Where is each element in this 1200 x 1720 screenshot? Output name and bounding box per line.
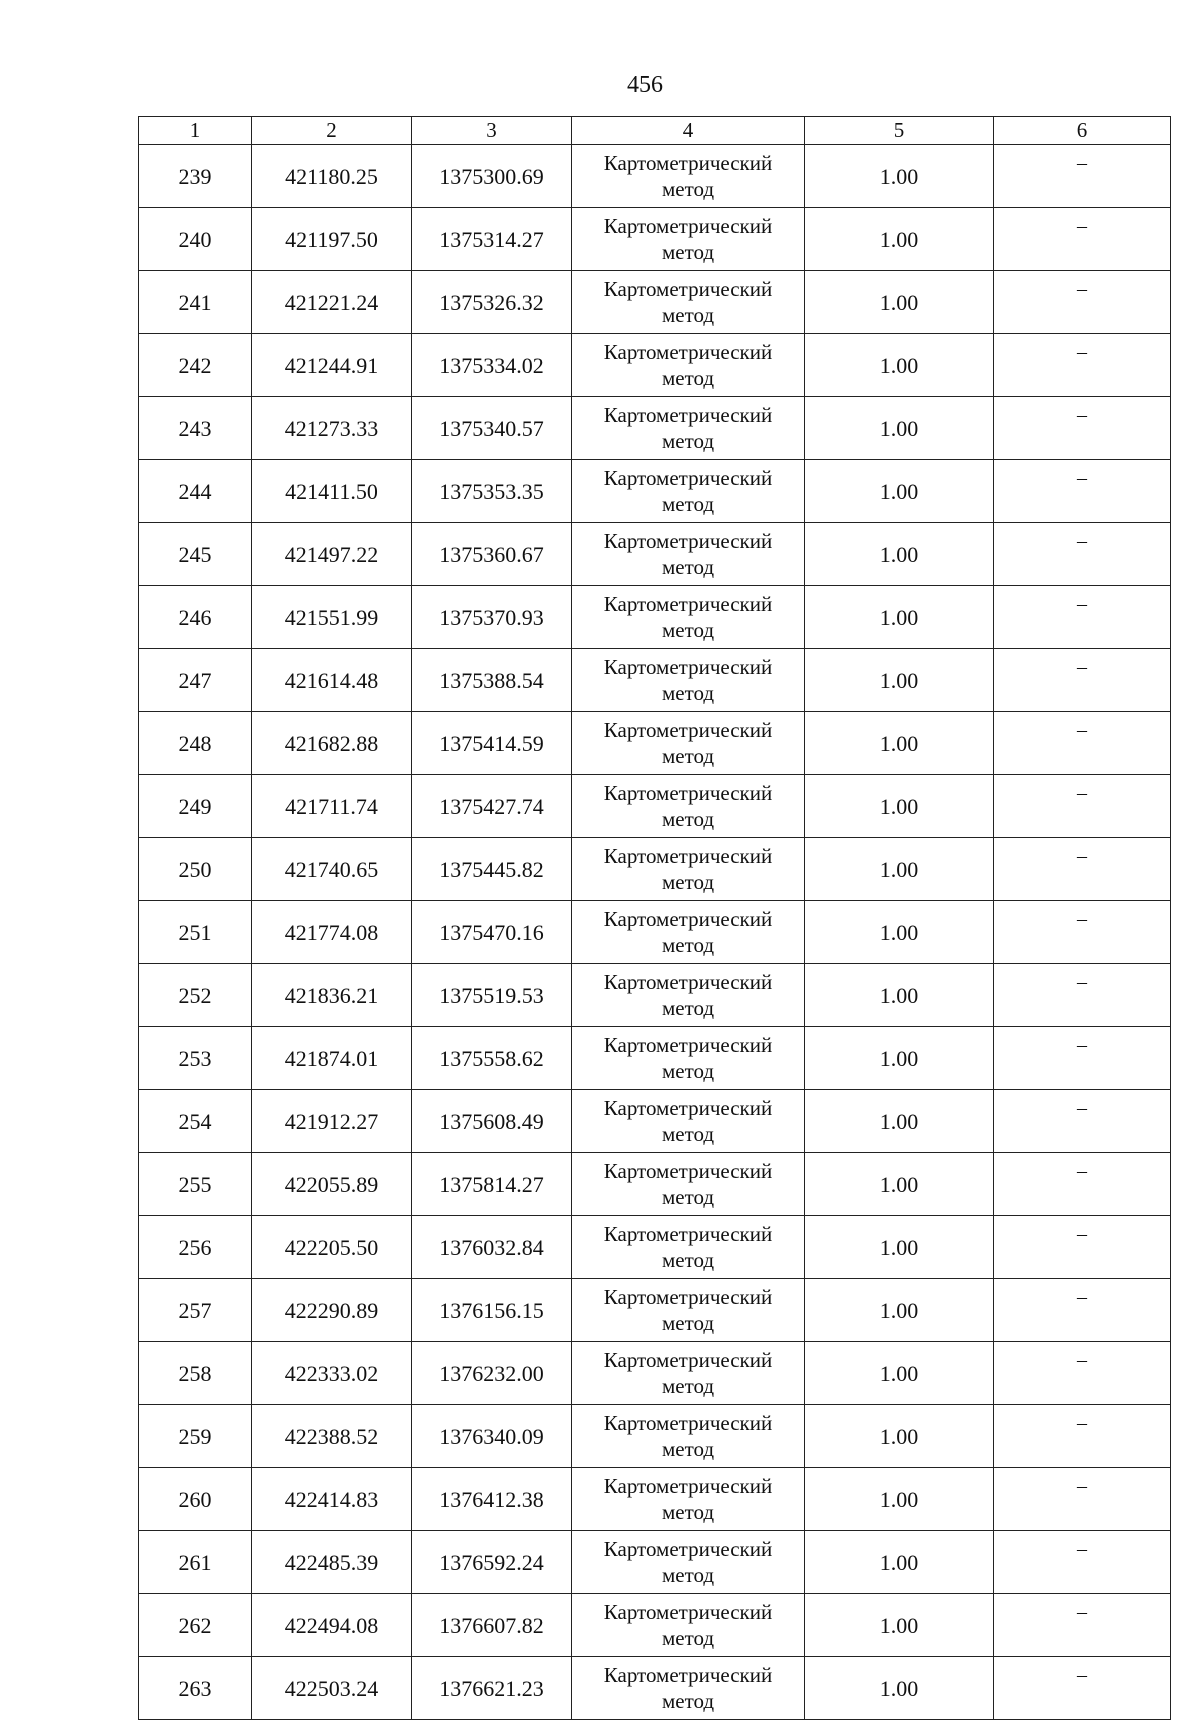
method-line-2: метод bbox=[661, 744, 715, 768]
accuracy-cell: 1.00 bbox=[805, 460, 994, 523]
column-header: 3 bbox=[412, 117, 572, 145]
accuracy-cell: 1.00 bbox=[805, 397, 994, 460]
method-line-2: метод bbox=[661, 1500, 715, 1524]
x-coordinate-cell: 422414.83 bbox=[252, 1468, 412, 1531]
table-row bbox=[139, 1342, 1171, 1405]
accuracy-cell: 1.00 bbox=[805, 775, 994, 838]
method-line-2: метод bbox=[661, 1437, 715, 1461]
method-cell bbox=[572, 145, 805, 208]
table-row bbox=[139, 1594, 1171, 1657]
method-line-2: метод bbox=[661, 1563, 715, 1587]
table-row bbox=[139, 1279, 1171, 1342]
table-row bbox=[139, 838, 1171, 901]
method-cell bbox=[572, 1342, 805, 1405]
coordinates-table bbox=[138, 116, 1171, 1720]
point-number-cell: 242 bbox=[139, 334, 252, 397]
x-coordinate-cell: 421221.24 bbox=[252, 271, 412, 334]
point-number-cell: 261 bbox=[139, 1531, 252, 1594]
method-line-1: Картометрический bbox=[603, 1096, 773, 1120]
point-number-cell: 252 bbox=[139, 964, 252, 1027]
accuracy-cell: 1.00 bbox=[805, 1468, 994, 1531]
method-cell bbox=[572, 901, 805, 964]
method-line-2: метод bbox=[661, 429, 715, 453]
method-line-1: Картометрический bbox=[603, 781, 773, 805]
accuracy-cell: 1.00 bbox=[805, 901, 994, 964]
table-row bbox=[139, 901, 1171, 964]
y-coordinate-cell: 1375326.32 bbox=[412, 271, 572, 334]
method-cell bbox=[572, 397, 805, 460]
method-line-1: Картометрический bbox=[603, 1222, 773, 1246]
table-row bbox=[139, 523, 1171, 586]
table-row bbox=[139, 649, 1171, 712]
note-cell: – bbox=[994, 145, 1171, 208]
x-coordinate-cell: 421614.48 bbox=[252, 649, 412, 712]
method-line-1: Картометрический bbox=[603, 277, 773, 301]
point-number-cell: 243 bbox=[139, 397, 252, 460]
accuracy-cell: 1.00 bbox=[805, 334, 994, 397]
method-line-2: метод bbox=[661, 1626, 715, 1650]
point-number-cell: 259 bbox=[139, 1405, 252, 1468]
method-cell bbox=[572, 649, 805, 712]
note-cell: – bbox=[994, 775, 1171, 838]
method-line-2: метод bbox=[661, 303, 715, 327]
method-cell bbox=[572, 1531, 805, 1594]
method-line-2: метод bbox=[661, 1689, 715, 1713]
point-number-cell: 254 bbox=[139, 1090, 252, 1153]
note-cell: – bbox=[994, 838, 1171, 901]
note-cell: – bbox=[994, 1405, 1171, 1468]
accuracy-cell: 1.00 bbox=[805, 964, 994, 1027]
x-coordinate-cell: 422485.39 bbox=[252, 1531, 412, 1594]
method-line-1: Картометрический bbox=[603, 907, 773, 931]
table-row bbox=[139, 712, 1171, 775]
method-line-2: метод bbox=[661, 618, 715, 642]
point-number-cell: 250 bbox=[139, 838, 252, 901]
y-coordinate-cell: 1376607.82 bbox=[412, 1594, 572, 1657]
method-cell bbox=[572, 838, 805, 901]
method-line-2: метод bbox=[661, 366, 715, 390]
y-coordinate-cell: 1375814.27 bbox=[412, 1153, 572, 1216]
accuracy-cell: 1.00 bbox=[805, 712, 994, 775]
method-cell bbox=[572, 1279, 805, 1342]
method-cell bbox=[572, 523, 805, 586]
table-row bbox=[139, 271, 1171, 334]
note-cell: – bbox=[994, 271, 1171, 334]
x-coordinate-cell: 421197.50 bbox=[252, 208, 412, 271]
table-row bbox=[139, 1405, 1171, 1468]
method-line-1: Картометрический bbox=[603, 1411, 773, 1435]
method-line-2: метод bbox=[661, 555, 715, 579]
method-cell bbox=[572, 712, 805, 775]
x-coordinate-cell: 421874.01 bbox=[252, 1027, 412, 1090]
method-cell bbox=[572, 1468, 805, 1531]
y-coordinate-cell: 1376032.84 bbox=[412, 1216, 572, 1279]
x-coordinate-cell: 421774.08 bbox=[252, 901, 412, 964]
method-line-1: Картометрический bbox=[603, 844, 773, 868]
method-line-1: Картометрический bbox=[603, 1600, 773, 1624]
y-coordinate-cell: 1375388.54 bbox=[412, 649, 572, 712]
accuracy-cell: 1.00 bbox=[805, 586, 994, 649]
table-row bbox=[139, 145, 1171, 208]
method-line-2: метод bbox=[661, 807, 715, 831]
method-line-1: Картометрический bbox=[603, 592, 773, 616]
note-cell: – bbox=[994, 334, 1171, 397]
point-number-cell: 262 bbox=[139, 1594, 252, 1657]
method-cell bbox=[572, 460, 805, 523]
note-cell: – bbox=[994, 1216, 1171, 1279]
table-row bbox=[139, 586, 1171, 649]
note-cell: – bbox=[994, 208, 1171, 271]
note-cell: – bbox=[994, 460, 1171, 523]
accuracy-cell: 1.00 bbox=[805, 838, 994, 901]
y-coordinate-cell: 1376592.24 bbox=[412, 1531, 572, 1594]
x-coordinate-cell: 421411.50 bbox=[252, 460, 412, 523]
note-cell: – bbox=[994, 901, 1171, 964]
note-cell: – bbox=[994, 1342, 1171, 1405]
method-line-2: метод bbox=[661, 1248, 715, 1272]
y-coordinate-cell: 1375300.69 bbox=[412, 145, 572, 208]
y-coordinate-cell: 1375414.59 bbox=[412, 712, 572, 775]
note-cell: – bbox=[994, 397, 1171, 460]
accuracy-cell: 1.00 bbox=[805, 1657, 994, 1720]
method-cell bbox=[572, 271, 805, 334]
accuracy-cell: 1.00 bbox=[805, 1342, 994, 1405]
y-coordinate-cell: 1376412.38 bbox=[412, 1468, 572, 1531]
y-coordinate-cell: 1375360.67 bbox=[412, 523, 572, 586]
note-cell: – bbox=[994, 1468, 1171, 1531]
method-line-1: Картометрический bbox=[603, 151, 773, 175]
y-coordinate-cell: 1375470.16 bbox=[412, 901, 572, 964]
x-coordinate-cell: 421912.27 bbox=[252, 1090, 412, 1153]
y-coordinate-cell: 1375427.74 bbox=[412, 775, 572, 838]
method-cell bbox=[572, 1594, 805, 1657]
accuracy-cell: 1.00 bbox=[805, 1279, 994, 1342]
point-number-cell: 260 bbox=[139, 1468, 252, 1531]
method-cell bbox=[572, 1405, 805, 1468]
x-coordinate-cell: 422388.52 bbox=[252, 1405, 412, 1468]
accuracy-cell: 1.00 bbox=[805, 1153, 994, 1216]
x-coordinate-cell: 421551.99 bbox=[252, 586, 412, 649]
method-line-1: Картометрический bbox=[603, 1033, 773, 1057]
note-cell: – bbox=[994, 1657, 1171, 1720]
method-cell bbox=[572, 334, 805, 397]
note-cell: – bbox=[994, 586, 1171, 649]
accuracy-cell: 1.00 bbox=[805, 208, 994, 271]
method-line-2: метод bbox=[661, 177, 715, 201]
column-header: 5 bbox=[805, 117, 994, 145]
method-cell bbox=[572, 1216, 805, 1279]
accuracy-cell: 1.00 bbox=[805, 1405, 994, 1468]
method-cell bbox=[572, 1153, 805, 1216]
point-number-cell: 245 bbox=[139, 523, 252, 586]
method-line-1: Картометрический bbox=[603, 655, 773, 679]
x-coordinate-cell: 422055.89 bbox=[252, 1153, 412, 1216]
y-coordinate-cell: 1375314.27 bbox=[412, 208, 572, 271]
point-number-cell: 248 bbox=[139, 712, 252, 775]
method-line-1: Картометрический bbox=[603, 529, 773, 553]
x-coordinate-cell: 422205.50 bbox=[252, 1216, 412, 1279]
method-line-1: Картометрический bbox=[603, 1159, 773, 1183]
point-number-cell: 256 bbox=[139, 1216, 252, 1279]
point-number-cell: 255 bbox=[139, 1153, 252, 1216]
method-line-1: Картометрический bbox=[603, 1537, 773, 1561]
method-line-1: Картометрический bbox=[603, 1474, 773, 1498]
table-row bbox=[139, 1090, 1171, 1153]
method-line-1: Картометрический bbox=[603, 970, 773, 994]
y-coordinate-cell: 1375353.35 bbox=[412, 460, 572, 523]
y-coordinate-cell: 1376232.00 bbox=[412, 1342, 572, 1405]
accuracy-cell: 1.00 bbox=[805, 523, 994, 586]
note-cell: – bbox=[994, 1153, 1171, 1216]
accuracy-cell: 1.00 bbox=[805, 1531, 994, 1594]
column-header: 4 bbox=[572, 117, 805, 145]
table-row bbox=[139, 1657, 1171, 1720]
x-coordinate-cell: 421740.65 bbox=[252, 838, 412, 901]
method-line-1: Картометрический bbox=[603, 1663, 773, 1687]
method-line-1: Картометрический bbox=[603, 1285, 773, 1309]
y-coordinate-cell: 1376156.15 bbox=[412, 1279, 572, 1342]
note-cell: – bbox=[994, 1531, 1171, 1594]
method-line-2: метод bbox=[661, 1185, 715, 1209]
page-number: 456 bbox=[627, 72, 663, 98]
x-coordinate-cell: 421180.25 bbox=[252, 145, 412, 208]
method-line-2: метод bbox=[661, 492, 715, 516]
column-header: 2 bbox=[252, 117, 412, 145]
method-line-1: Картометрический bbox=[603, 718, 773, 742]
method-line-2: метод bbox=[661, 933, 715, 957]
y-coordinate-cell: 1375370.93 bbox=[412, 586, 572, 649]
column-header: 1 bbox=[139, 117, 252, 145]
point-number-cell: 239 bbox=[139, 145, 252, 208]
y-coordinate-cell: 1375558.62 bbox=[412, 1027, 572, 1090]
y-coordinate-cell: 1375519.53 bbox=[412, 964, 572, 1027]
accuracy-cell: 1.00 bbox=[805, 271, 994, 334]
y-coordinate-cell: 1376340.09 bbox=[412, 1405, 572, 1468]
table-row bbox=[139, 1027, 1171, 1090]
table-row bbox=[139, 775, 1171, 838]
table-row bbox=[139, 1216, 1171, 1279]
note-cell: – bbox=[994, 1279, 1171, 1342]
method-line-1: Картометрический bbox=[603, 214, 773, 238]
point-number-cell: 247 bbox=[139, 649, 252, 712]
accuracy-cell: 1.00 bbox=[805, 1027, 994, 1090]
method-line-2: метод bbox=[661, 1122, 715, 1146]
method-line-2: метод bbox=[661, 996, 715, 1020]
point-number-cell: 251 bbox=[139, 901, 252, 964]
accuracy-cell: 1.00 bbox=[805, 1090, 994, 1153]
x-coordinate-cell: 421682.88 bbox=[252, 712, 412, 775]
method-cell bbox=[572, 775, 805, 838]
accuracy-cell: 1.00 bbox=[805, 145, 994, 208]
method-line-2: метод bbox=[661, 681, 715, 705]
accuracy-cell: 1.00 bbox=[805, 1594, 994, 1657]
point-number-cell: 249 bbox=[139, 775, 252, 838]
point-number-cell: 253 bbox=[139, 1027, 252, 1090]
method-line-2: метод bbox=[661, 1059, 715, 1083]
x-coordinate-cell: 421836.21 bbox=[252, 964, 412, 1027]
x-coordinate-cell: 421273.33 bbox=[252, 397, 412, 460]
table-row bbox=[139, 208, 1171, 271]
y-coordinate-cell: 1375445.82 bbox=[412, 838, 572, 901]
table-row bbox=[139, 460, 1171, 523]
method-line-1: Картометрический bbox=[603, 403, 773, 427]
x-coordinate-cell: 421711.74 bbox=[252, 775, 412, 838]
point-number-cell: 257 bbox=[139, 1279, 252, 1342]
method-line-2: метод bbox=[661, 1311, 715, 1335]
method-line-1: Картометрический bbox=[603, 466, 773, 490]
table-row bbox=[139, 334, 1171, 397]
x-coordinate-cell: 422494.08 bbox=[252, 1594, 412, 1657]
method-cell bbox=[572, 586, 805, 649]
method-line-2: метод bbox=[661, 240, 715, 264]
point-number-cell: 246 bbox=[139, 586, 252, 649]
method-line-2: метод bbox=[661, 1374, 715, 1398]
accuracy-cell: 1.00 bbox=[805, 649, 994, 712]
method-line-1: Картометрический bbox=[603, 340, 773, 364]
note-cell: – bbox=[994, 1594, 1171, 1657]
note-cell: – bbox=[994, 523, 1171, 586]
point-number-cell: 241 bbox=[139, 271, 252, 334]
note-cell: – bbox=[994, 1027, 1171, 1090]
method-cell bbox=[572, 1090, 805, 1153]
table-row bbox=[139, 964, 1171, 1027]
y-coordinate-cell: 1376621.23 bbox=[412, 1657, 572, 1720]
table-row bbox=[139, 1153, 1171, 1216]
table-row bbox=[139, 397, 1171, 460]
y-coordinate-cell: 1375334.02 bbox=[412, 334, 572, 397]
point-number-cell: 263 bbox=[139, 1657, 252, 1720]
x-coordinate-cell: 422290.89 bbox=[252, 1279, 412, 1342]
x-coordinate-cell: 422333.02 bbox=[252, 1342, 412, 1405]
method-cell bbox=[572, 1027, 805, 1090]
method-line-2: метод bbox=[661, 870, 715, 894]
method-cell bbox=[572, 964, 805, 1027]
point-number-cell: 240 bbox=[139, 208, 252, 271]
y-coordinate-cell: 1375608.49 bbox=[412, 1090, 572, 1153]
table-row bbox=[139, 1531, 1171, 1594]
method-cell bbox=[572, 208, 805, 271]
table-row bbox=[139, 1468, 1171, 1531]
method-line-1: Картометрический bbox=[603, 1348, 773, 1372]
x-coordinate-cell: 421244.91 bbox=[252, 334, 412, 397]
x-coordinate-cell: 422503.24 bbox=[252, 1657, 412, 1720]
note-cell: – bbox=[994, 964, 1171, 1027]
method-cell bbox=[572, 1657, 805, 1720]
header-row bbox=[139, 117, 1171, 145]
column-header: 6 bbox=[994, 117, 1171, 145]
note-cell: – bbox=[994, 649, 1171, 712]
note-cell: – bbox=[994, 1090, 1171, 1153]
point-number-cell: 244 bbox=[139, 460, 252, 523]
point-number-cell: 258 bbox=[139, 1342, 252, 1405]
x-coordinate-cell: 421497.22 bbox=[252, 523, 412, 586]
y-coordinate-cell: 1375340.57 bbox=[412, 397, 572, 460]
accuracy-cell: 1.00 bbox=[805, 1216, 994, 1279]
note-cell: – bbox=[994, 712, 1171, 775]
